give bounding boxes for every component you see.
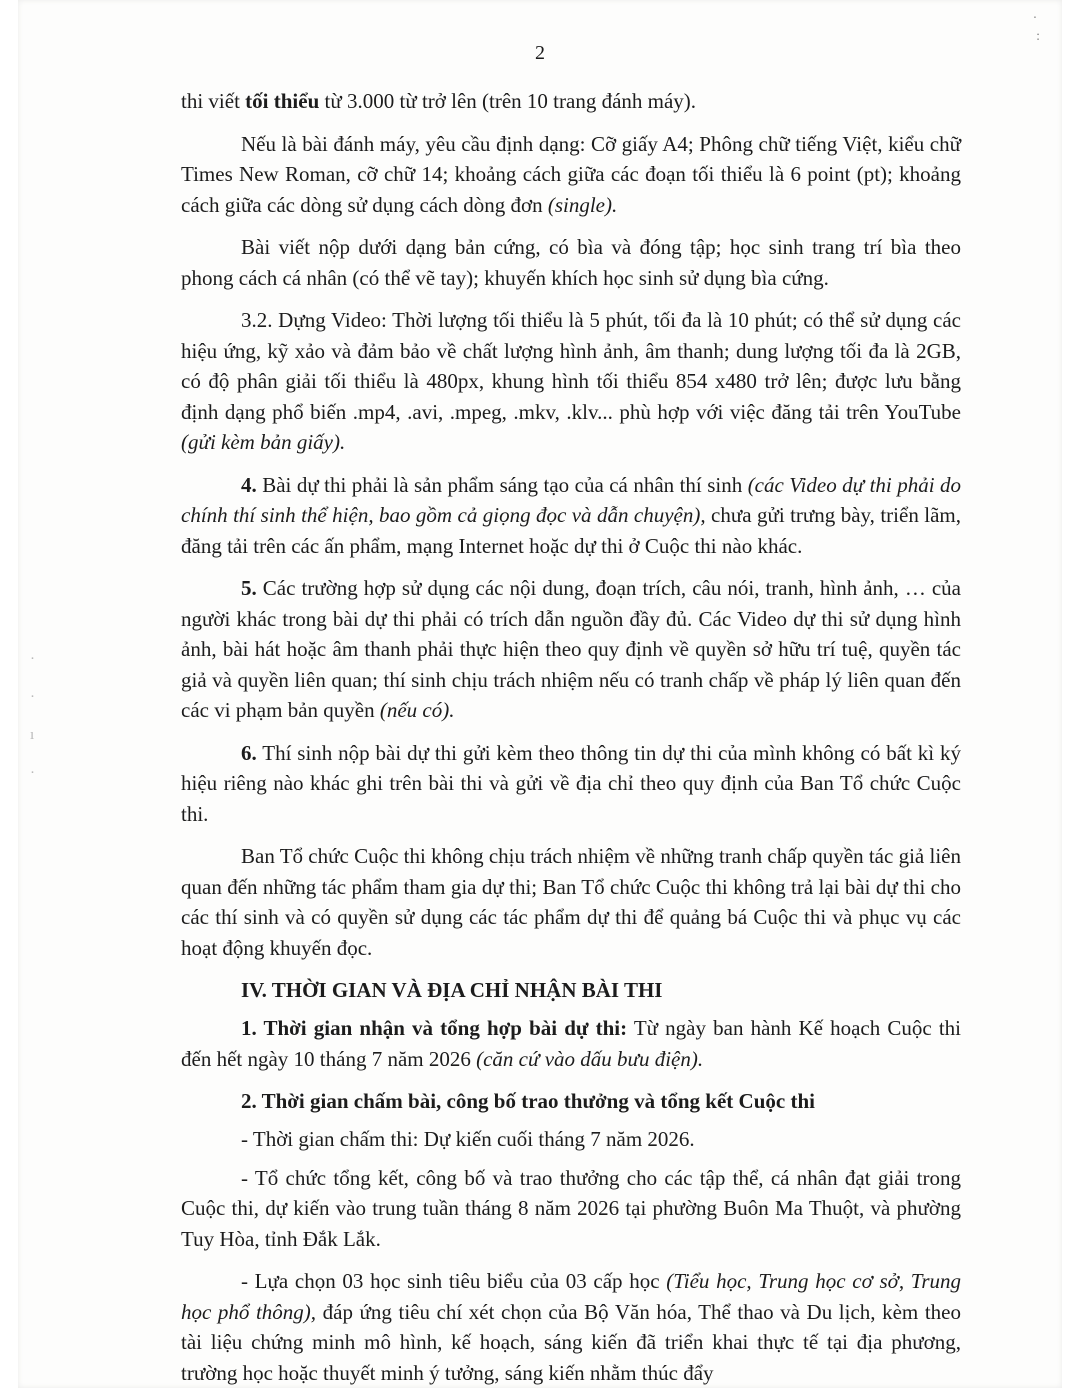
paragraph: Nếu là bài đánh máy, yêu cầu định dạng: Cỡ giấy A4; Phông chữ tiếng Việt, kiểu chữ Times New Roman, cỡ chữ 14; khoảng cách giữa các đoạn tối thiểu là 6 point (pt); khoảng cách giữa các dòng sử dụng cách dòng đơn (single). [181, 131, 961, 217]
paragraph: - Tổ chức tổng kết, công bố và trao thưởng cho các tập thể, cá nhân đạt giải trong Cuộc thi, dự kiến vào trung tuần tháng 8 năm 2026 tại phường Buôn Ma Thuột, và phường Tuy Hòa, tỉnh Đắk Lắk. [181, 1165, 961, 1251]
subsection-heading: 2. Thời gian chấm bài, công bố trao thưởng và tổng kết Cuộc thi [241, 1089, 815, 1113]
paragraph: 4. Bài dự thi phải là sản phẩm sáng tạo của cá nhân thí sinh (các Video dự thi phải do chính thí sinh thể hiện, bao gồm cả giọng đọc và dẫn chuyện), chưa gửi trưng bày, triển lãm, đăng tải trên các ấn phẩm, mạng Internet hoặc dự thi ở Cuộc thi nào khác. [181, 472, 961, 558]
paragraph: thi viết tối thiểu từ 3.000 từ trở lên (trên 10 trang đánh máy). [181, 89, 697, 113]
paragraph: 3.2. Dựng Video: Thời lượng tối thiểu là 5 phút, tối đa là 10 phút; có thể sử dụng các hiệu ứng, kỹ xảo và đảm bảo về chất lượng hình ảnh, âm thanh; dung lượng tối đa là 2GB, có độ phân giải tối thiểu là 480px, khung hình tối thiểu 854 x480 trở lên; được lưu bằng định dạng phổ biến .mp4, .avi, .mpeg, .mkv, .klv... phù hợp với việc đăng tải trên YouTube (gửi kèm bản giấy). [181, 308, 961, 454]
paragraph: - Thời gian chấm thi: Dự kiến cuối tháng 7 năm 2026. [241, 1127, 695, 1151]
paragraph: - Lựa chọn 03 học sinh tiêu biểu của 03 cấp học (Tiểu học, Trung học cơ sở, Trung học phổ thông), đáp ứng tiêu chí xét chọn của Bộ Văn hóa, Thể thao và Du lịch, kèm theo tài liệu chứng minh mô hình, kế hoạch, sáng kiến đã triển khai thực tế tại địa phương, trường học hoặc thuyết minh ý tưởng, sáng kiến nhằm thúc đẩy [181, 1269, 961, 1385]
document-body [181, 86, 961, 1400]
paragraph: 5. Các trường hợp sử dụng các nội dung, đoạn trích, câu nói, tranh, hình ảnh, … của người khác trong bài dự thi phải có trích dẫn nguồn đầy đủ. Các Video dự thi sử dụng hình ảnh, bài hát hoặc âm thanh phải thực hiện theo quy định về quyền sở hữu trí tuệ, quyền tác giả và quyền liên quan; thí sinh chịu trách nhiệm nếu có tranh chấp về pháp lý liên quan đến các vi phạm bản quyền (nếu có). [181, 576, 961, 722]
paragraph: 6. Thí sinh nộp bài dự thi gửi kèm theo thông tin dự thi của mình không có bất kì ký hiệu riêng nào khác ghi trên bài thi và gửi về địa chỉ theo quy định của Ban Tổ chức Cuộc thi. [181, 740, 961, 826]
paragraph: Ban Tổ chức Cuộc thi không chịu trách nhiệm về những tranh chấp quyền tác giả liên quan đến những tác phẩm tham gia dự thi; Ban Tổ chức Cuộc thi không trả lại bài dự thi cho các thí sinh và có quyền sử dụng các tác phẩm dự thi để quảng bá Cuộc thi và phục vụ các hoạt động khuyến đọc. [181, 844, 961, 960]
paragraph: 1. Thời gian nhận và tổng hợp bài dự thi: Từ ngày ban hành Kế hoạch Cuộc thi đến hết ngày 10 tháng 7 năm 2026 (căn cứ vào dấu bưu điện). [181, 1016, 961, 1071]
section-heading: IV. THỜI GIAN VÀ ĐỊA CHỈ NHẬN BÀI THI [241, 978, 663, 1002]
scan-bleed-marks: · · ı · [30, 651, 35, 781]
paragraph: Bài viết nộp dưới dạng bản cứng, có bìa và đóng tập; học sinh trang trí bìa theo phong cách cá nhân (có thể vẽ tay); khuyến khích học sinh sử dụng bìa cứng. [181, 235, 961, 290]
page-number: 2 [535, 42, 545, 64]
scan-specks: · : [1032, 11, 1040, 44]
